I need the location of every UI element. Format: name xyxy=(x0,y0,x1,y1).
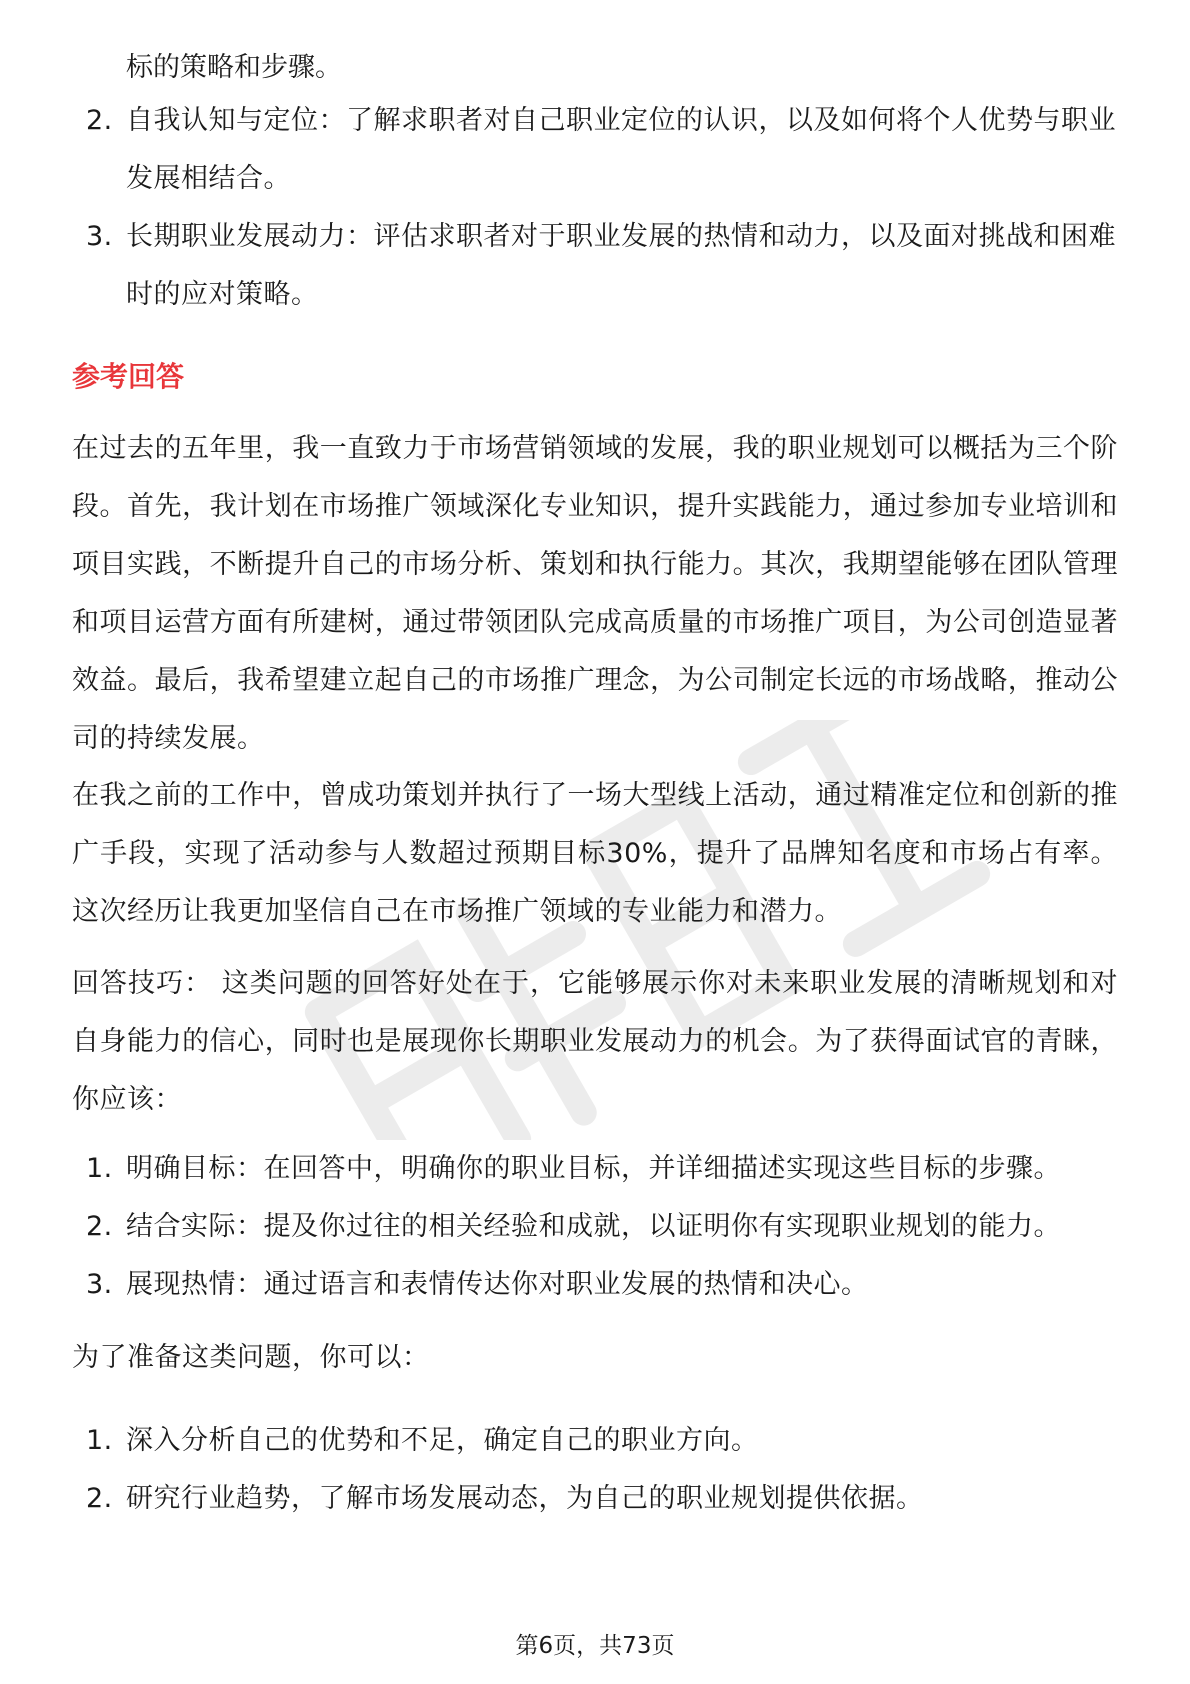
list-item xyxy=(72,1198,1118,1256)
list-item xyxy=(72,92,1118,208)
preparation-intro-paragraph: 为了准备这类问题，你可以： xyxy=(72,1342,430,1373)
answer-tips-paragraph: 回答技巧： 这类问题的回答好处在于，它能够展示你对未来职业发展的清晰规划和对自身能力的信心，同时也是展现你长期职业发展动力的机会。为了获得面试官的青睐，你应该： xyxy=(72,968,1118,1115)
list-item-text: 长期职业发展动力：评估求职者对于职业发展的热情和动力，以及面对挑战和困难时的应对策略。 xyxy=(126,221,1116,310)
list-number: 2. xyxy=(86,1483,113,1514)
list-number: 3. xyxy=(86,1269,113,1300)
list-number: 2. xyxy=(86,1211,113,1242)
list-item-text: 研究行业趋势，了解市场发展动态，为自己的职业规划提供依据。 xyxy=(126,1483,924,1514)
tips-list xyxy=(72,1140,1118,1314)
list-item-text: 明确目标：在回答中，明确你的职业目标，并详细描述实现这些目标的步骤。 xyxy=(126,1153,1061,1184)
list-item-text: 结合实际：提及你过往的相关经验和成就，以证明你有实现职业规划的能力。 xyxy=(126,1211,1061,1242)
list-item xyxy=(72,1412,1118,1470)
continued-list-text: 标的策略和步骤。 xyxy=(126,52,342,83)
list-item-text: 自我认知与定位：了解求职者对自己职业定位的认识，以及如何将个人优势与职业发展相结合。 xyxy=(126,105,1116,194)
page-number-footer: 第6页，共73页 xyxy=(515,1633,675,1659)
list-number: 2. xyxy=(86,105,113,136)
list-number: 1. xyxy=(86,1425,113,1456)
list-item-text: 深入分析自己的优势和不足，确定自己的职业方向。 xyxy=(126,1425,759,1456)
section-heading: 参考回答 xyxy=(72,360,185,393)
list-item xyxy=(72,1470,1118,1528)
list-item xyxy=(72,1256,1118,1314)
list-item xyxy=(72,208,1118,324)
list-number: 3. xyxy=(86,221,113,252)
answer-paragraph-1: 在过去的五年里，我一直致力于市场营销领域的发展，我的职业规划可以概括为三个阶段。首先，我计划在市场推广领域深化专业知识，提升实践能力，通过参加专业培训和项目实践，不断提升自己的市场分析、策划和执行能力。其次，我期望能够在团队管理和项目运营方面有所建树，通过带领团队完成高质量的市场推广项目，为公司创造显著效益。最后，我希望建立起自己的市场推广理念，为公司制定长远的市场战略，推动公司的持续发展。 xyxy=(72,433,1118,754)
evaluation-points-list xyxy=(72,92,1118,324)
preparation-list xyxy=(72,1412,1118,1528)
list-number: 1. xyxy=(86,1153,113,1184)
list-item xyxy=(72,1140,1118,1198)
answer-paragraph-2: 在我之前的工作中，曾成功策划并执行了一场大型线上活动，通过精准定位和创新的推广手段，实现了活动参与人数超过预期目标30%，提升了品牌知名度和市场占有率。这次经历让我更加坚信自己在市场推广领域的专业能力和潜力。 xyxy=(72,780,1118,927)
list-item-text: 展现热情：通过语言和表情传达你对职业发展的热情和决心。 xyxy=(126,1269,869,1300)
